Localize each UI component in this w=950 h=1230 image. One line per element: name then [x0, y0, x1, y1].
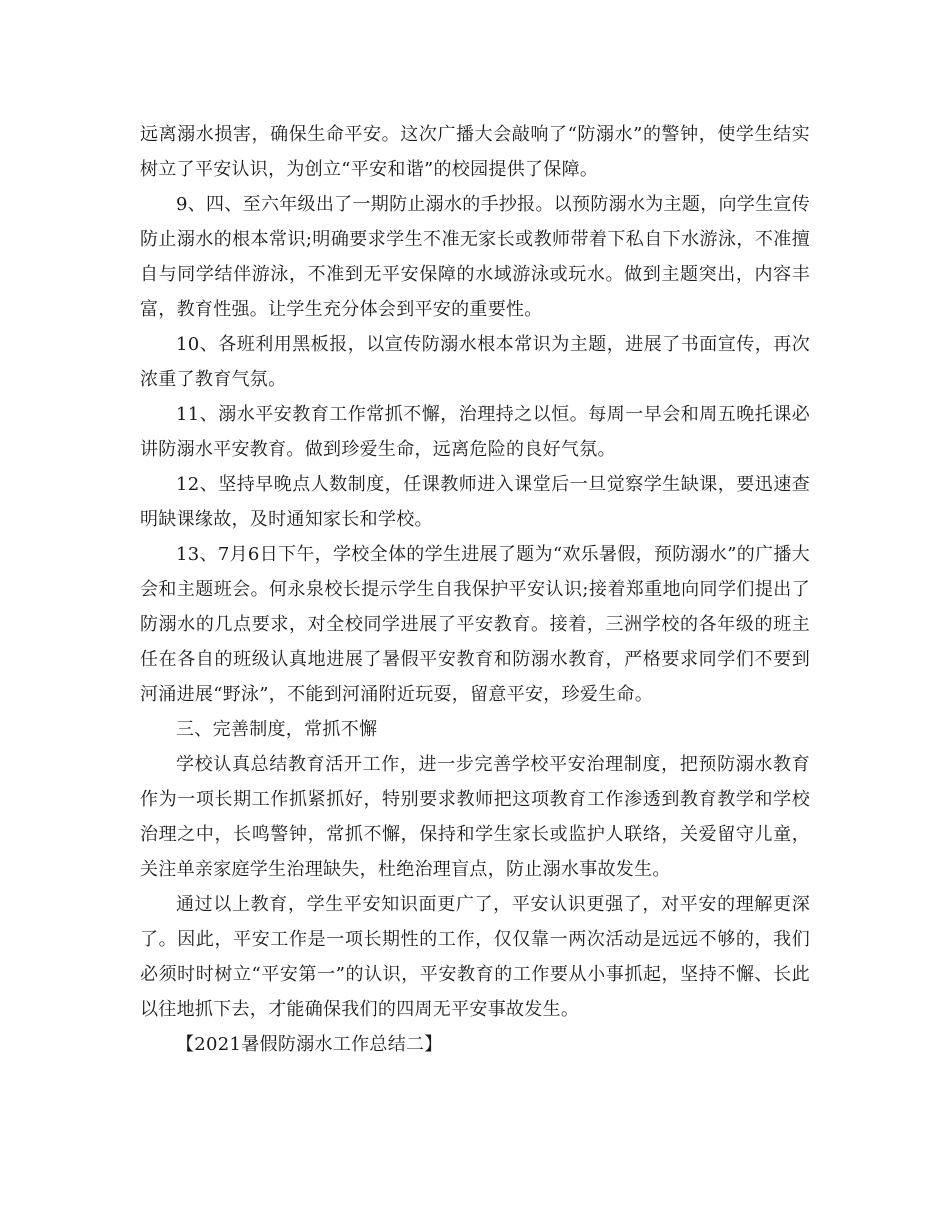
paragraph-item-11: 11、溺水平安教育工作常抓不懈，治理持之以恒。每周一早会和周五晚托课必讲防溺水平安教育。做到珍爱生命，远离危险的良好气氛。: [140, 404, 810, 460]
paragraph-continued: 远离溺水损害，确保生命平安。这次广播大会敲响了“防溺水”的警钟，使学生结实树立了平安认识，为创立“平安和谐”的校园提供了保障。: [140, 124, 810, 180]
paragraph-conclusion: 通过以上教育，学生平安知识面更广了，平安认识更强了，对平安的理解更深了。因此，平安工作是一项长期性的工作，仅仅靠一两次活动是远远不够的，我们必须时时树立“平安第一”的认识，平安教育的工作要从小事抓起，坚持不懈、长此以往地抓下去，才能确保我们的四周无平安事故发生。: [140, 894, 810, 1020]
paragraph-item-10: 10、各班利用黑板报，以宣传防溺水根本常识为主题，进展了书面宣传，再次浓重了教育气氛。: [140, 334, 810, 390]
section-heading-3: 三、完善制度，常抓不懈: [176, 719, 378, 740]
paragraph-system-improvement: 学校认真总结教育活开工作，进一步完善学校平安治理制度，把预防溺水教育作为一项长期工作抓紧抓好，特别要求教师把这项教育工作渗透到教育教学和学校治理之中，长鸣警钟，常抓不懈，保持和学生家长或监护人联络，关爱留守儿童，关注单亲家庭学生治理缺失，杜绝治理盲点，防止溺水事故发生。: [140, 754, 810, 880]
paragraph-item-13: 13、7月6日下午，学校全体的学生进展了题为“欢乐暑假，预防溺水”的广播大会和主题班会。何永泉校长提示学生自我保护平安认识;接着郑重地向同学们提出了防溺水的几点要求，对全校同学进展了平安教育。接着，三洲学校的各年级的班主任在各自的班级认真地进展了暑假平安教育和防溺水教育，严格要求同学们不要到河涌进展“野泳”，不能到河涌附近玩耍，留意平安，珍爱生命。: [140, 544, 810, 705]
paragraph-item-12: 12、坚持早晚点人数制度，任课教师进入课堂后一旦觉察学生缺课，要迅速查明缺课缘故，及时通知家长和学校。: [140, 474, 810, 530]
next-article-heading: 【2021暑假防溺水工作总结二】: [176, 1034, 443, 1055]
document-body: [140, 117, 810, 1062]
paragraph-item-9: 9、四、至六年级出了一期防止溺水的手抄报。以预防溺水为主题，向学生宣传防止溺水的根本常识;明确要求学生不准无家长或教师带着下私自下水游泳，不准擅自与同学结伴游泳，不准到无平安保障的水域游泳或玩水。做到主题突出，内容丰富，教育性强。让学生充分体会到平安的重要性。: [140, 194, 810, 320]
